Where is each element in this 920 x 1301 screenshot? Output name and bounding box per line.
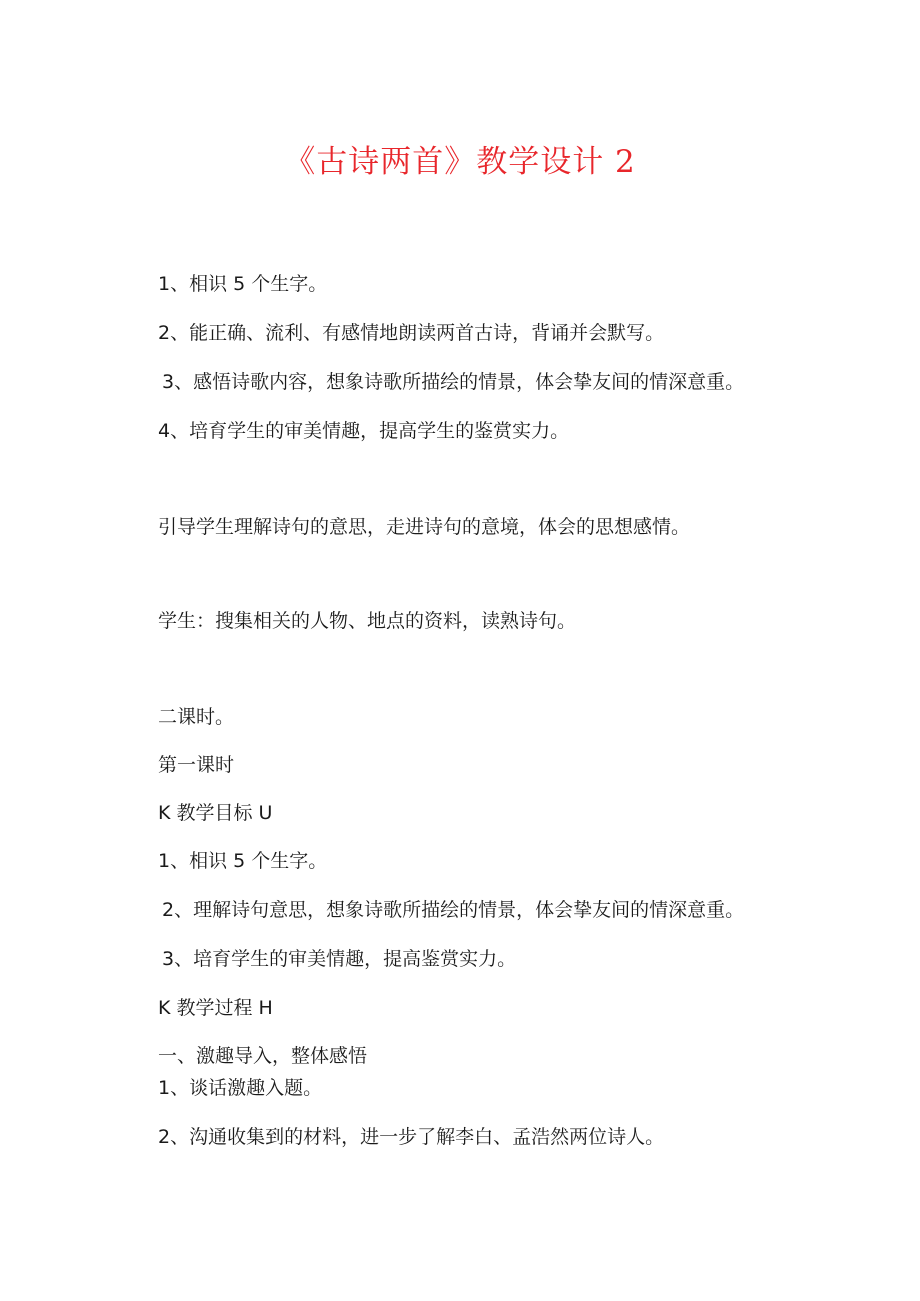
- teaching-goals-heading: K 教学目标 U: [158, 802, 273, 824]
- step-line-1: 1、谈话激趣入题。: [158, 1077, 323, 1099]
- goal-line-3: 3、培育学生的审美情趣，提高鉴赏实力。: [162, 948, 517, 970]
- preparation-text: 学生：搜集相关的人物、地点的资料，读熟诗句。: [158, 610, 577, 632]
- objective-line-4: 4、培育学生的审美情趣，提高学生的鉴赏实力。: [158, 420, 570, 442]
- goal-line-2: 2、理解诗句意思，想象诗歌所描绘的情景，体会挚友间的情深意重。: [162, 899, 745, 921]
- teaching-process-heading: K 教学过程 H: [158, 997, 273, 1019]
- document-title: 《古诗两首》教学设计 2: [284, 144, 636, 180]
- goal-line-1: 1、相识 5 个生字。: [158, 850, 328, 872]
- step-line-2: 2、沟通收集到的材料，进一步了解李白、孟浩然两位诗人。: [158, 1126, 665, 1148]
- first-lesson-heading: 第一课时: [158, 754, 235, 776]
- objective-line-1: 1、相识 5 个生字。: [158, 273, 328, 295]
- objective-line-2: 2、能正确、流利、有感情地朗读两首古诗，背诵并会默写。: [158, 322, 665, 344]
- class-hours-text: 二课时。: [158, 706, 235, 728]
- section-1-heading: 一、激趣导入，整体感悟: [158, 1045, 368, 1067]
- key-difficulty-text: 引导学生理解诗句的意思，走进诗句的意境，体会的思想感情。: [158, 516, 691, 538]
- objective-line-3: 3、感悟诗歌内容，想象诗歌所描绘的情景，体会挚友间的情深意重。: [162, 371, 745, 393]
